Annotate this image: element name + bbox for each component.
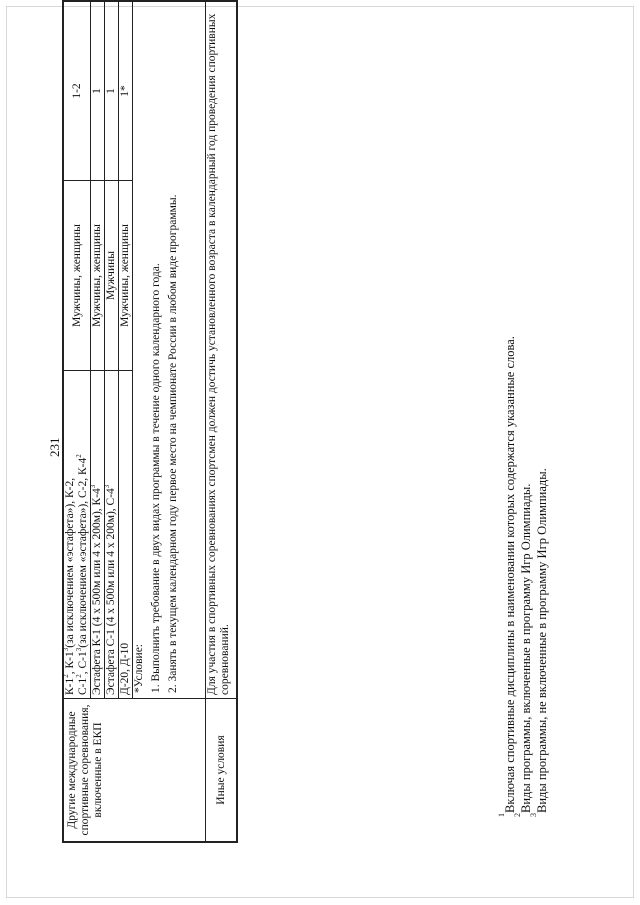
- footnote-text: Включая спортивные дисциплины в наименовании которых содержатся указанные слова.: [503, 336, 517, 813]
- footnote-number: 2: [513, 813, 522, 817]
- discipline-text: Эстафета К-1 (4 х 500м или 4 х 200м), К-4: [91, 488, 103, 695]
- footnote-ref: 2: [75, 454, 84, 458]
- discipline-text: С-1: [77, 677, 89, 695]
- gender-cell: Мужчины, женщины: [63, 181, 91, 371]
- places-cell: 1: [91, 1, 105, 181]
- footnote-number: 1: [497, 813, 506, 817]
- other-conditions-text: Для участия в спортивных соревнованиях спортсмен должен достичь установленного возраста в календарный год проведения спортивных соревнований.: [206, 1, 238, 699]
- footnote: [497, 336, 518, 817]
- footnote-ref: 3: [62, 647, 71, 652]
- discipline-text: , С-1: [77, 651, 89, 675]
- category-label: Другие международные спортивные соревнования, включенные в ЕКП: [63, 699, 206, 843]
- footnote: [529, 336, 550, 817]
- disciplines-cell: Д-20, Д-10: [119, 371, 133, 699]
- table-row: [63, 1, 91, 842]
- gender-cell: Мужчины: [105, 181, 119, 371]
- gender-cell: Мужчины, женщины: [119, 181, 133, 371]
- footnote-text: Виды программы, не включенные в программу Игр Олимпиады.: [535, 468, 549, 813]
- discipline-text: , К-1: [64, 651, 76, 675]
- footnotes: [497, 336, 550, 817]
- footnote-ref: 3: [89, 484, 98, 489]
- footnote-ref: 2: [75, 674, 84, 678]
- discipline-text: (за исключением «эстафета»), С-2, К-4: [77, 457, 89, 648]
- footnote: [513, 336, 534, 817]
- places-cell: 1: [105, 1, 119, 181]
- condition-item: 2. Занять в текущем календарном году первое место на чемпионате России в любом виде программы.: [167, 194, 179, 693]
- discipline-text: К-1: [64, 677, 76, 695]
- disciplines-cell: [105, 371, 119, 699]
- footnote-ref: 2: [62, 674, 71, 678]
- page-number: 231: [47, 437, 62, 457]
- discipline-text: (за исключением «эстафета»), К-2,: [64, 477, 76, 648]
- other-conditions-label: Иные условия: [206, 699, 238, 843]
- requirements-table: [62, 0, 238, 843]
- places-cell: 1*: [119, 1, 133, 181]
- condition-cell: [133, 1, 206, 699]
- gender-cell: Мужчины, женщины: [91, 181, 105, 371]
- footnote-ref: 3: [103, 484, 112, 489]
- table-row: [206, 1, 238, 842]
- disciplines-cell: [91, 371, 105, 699]
- condition-title: *Условие:: [133, 644, 145, 693]
- disciplines-cell: [63, 371, 91, 699]
- discipline-text: Эстафета С-1 (4 х 500м или 4 х 200м), С-4: [105, 488, 117, 695]
- footnote-ref: 3: [75, 647, 84, 652]
- footnote-number: 3: [529, 813, 538, 817]
- footnote-text: Виды программы, включенные в программу Игр Олимпиады.: [519, 483, 533, 813]
- condition-item: 1. Выполнить требование в двух видах программы в течение одного календарного года.: [150, 263, 162, 693]
- places-cell: 1-2: [63, 1, 91, 181]
